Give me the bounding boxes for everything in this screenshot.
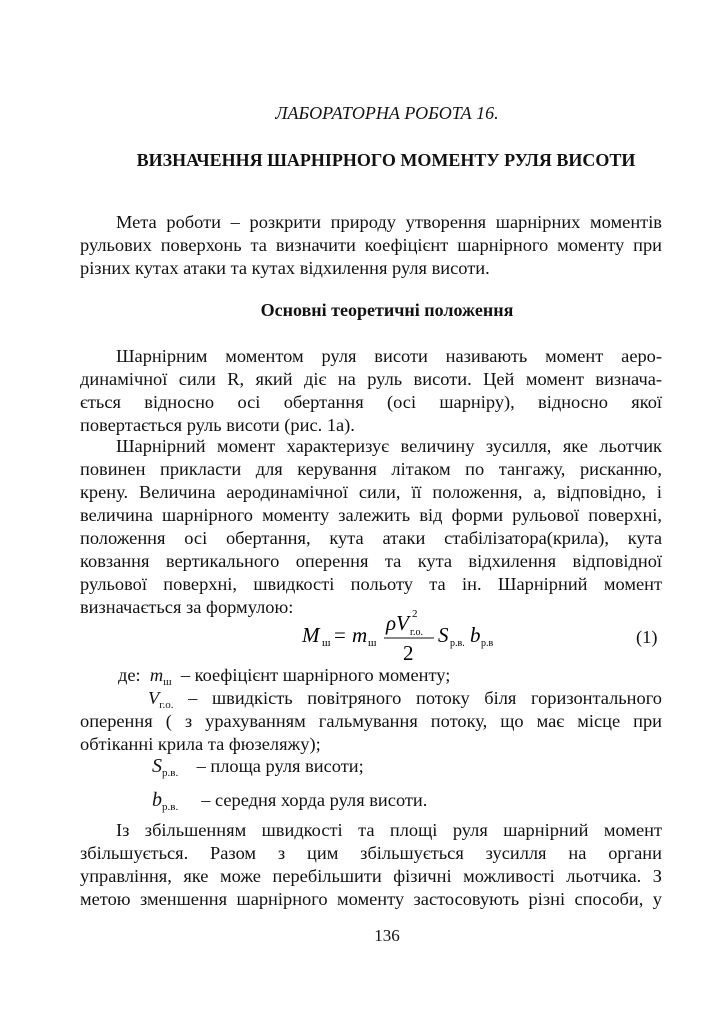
lab-title: ЛАБОРАТОРНА РОБОТА 16.	[275, 103, 499, 123]
paragraph-line: оперення ( з урахуванням гальмування потоку, що має місце при	[80, 711, 662, 731]
v-symbol: V	[148, 688, 160, 708]
paragraph-line: рульової поверхні, швидкості польоту та ін. Шарнірний момент	[80, 574, 662, 594]
paragraph-line: положення осі обертання, кута атаки стабілізатора(крила), кута	[80, 528, 662, 548]
formula-area: S	[438, 623, 449, 647]
hinge-moment-formula	[300, 606, 510, 666]
goal-line: Мета роботи – розкрити природу утворення шарнірних моментів	[116, 212, 662, 232]
s-description: – площа руля висоти;	[196, 756, 364, 776]
paragraph-line: метою зменшення шарнірного моменту застосовують різні способи, у	[80, 889, 662, 909]
theory-paragraph-1	[80, 345, 662, 437]
paragraph-line: управління, яке може перебільшити фізичні можливості льотчика. З	[80, 866, 662, 886]
goal-line: рульових поверхонь та визначити коефіцієнт шарнірного моменту при	[80, 235, 662, 255]
b-subscript: р.в.	[162, 801, 179, 813]
formula-numerator-sup: 2	[412, 608, 418, 620]
paragraph-line: повинен прикласти для керування літаком по тангажу, рисканню,	[80, 459, 662, 479]
formula-lhs-sub: ш	[322, 637, 331, 649]
b-description: – середня хорда руля висоти.	[201, 790, 428, 810]
formula-chord-sub: р.в	[481, 638, 494, 649]
formula-area-sub: р.в.	[450, 638, 465, 649]
definition-b	[152, 789, 427, 819]
paragraph-line: ється відносно осі обертання (осі шарніру), відносно якої	[80, 392, 662, 412]
paragraph-line: повертається руль висоти (рис. 1а).	[80, 415, 355, 435]
theory-paragraph-2	[80, 435, 662, 619]
m-symbol: m	[149, 665, 164, 685]
paragraph-line: збільшується. Разом з цим збільшується зусилля на органи	[80, 843, 662, 863]
paragraph-line: величина шарнірного моменту залежить від форми рульової поверхні,	[80, 505, 662, 525]
m-subscript: ш	[163, 676, 172, 688]
formula-chord: b	[470, 623, 481, 647]
paragraph-line: Із збільшенням швидкості та площі руля шарнірний момент	[116, 820, 662, 840]
paragraph-line: ковзання вертикального оперення та кута відхилення відповідної	[80, 551, 662, 571]
paragraph-line: Шарнірним моментом руля висоти називають момент аеро-	[116, 346, 662, 366]
paragraph-line: Шарнірний момент характеризує величину зусилля, яке льотчик	[116, 436, 662, 456]
goal-paragraph	[80, 211, 662, 280]
formula-number: (1)	[636, 627, 658, 647]
m-description: – коефіцієнт шарнірного моменту;	[180, 665, 451, 685]
theory-paragraph-3	[80, 819, 662, 911]
main-title: ВИЗНАЧЕННЯ ШАРНІРНОГО МОМЕНТУ РУЛЯ ВИСОТИ	[136, 150, 636, 170]
formula-coef-sub: ш	[368, 637, 377, 649]
formula-lhs: M	[302, 623, 320, 647]
formula-numerator-sub: г.о.	[410, 627, 423, 638]
paragraph-line: динамічної сили R, який діє на руль висоти. Цей момент визнача-	[80, 369, 662, 389]
paragraph-line: визначається за формулою:	[80, 597, 294, 617]
v-subscript: г.о.	[159, 699, 174, 711]
formula-numerator: ρV	[386, 611, 409, 635]
b-symbol: b	[152, 789, 162, 811]
goal-line: різних кутах атаки та кутах відхилення руля висоти.	[80, 258, 490, 278]
definition-s	[152, 755, 364, 785]
v-description: – швидкість повітряного потоку біля горизонтального	[188, 688, 662, 708]
section-title: Основні теоретичні положення	[260, 300, 514, 320]
where-label: де:	[118, 665, 141, 685]
paragraph-line: крену. Величина аеродинамічної сили, її положення, а, відповідно, і	[80, 482, 662, 502]
formula-equals: =	[334, 623, 346, 647]
definition-v-continued	[80, 710, 662, 756]
s-subscript: р.в.	[162, 767, 179, 779]
formula-coef: m	[352, 623, 368, 647]
formula-denominator: 2	[403, 641, 414, 665]
paragraph-line: обтіканні крила та фюзеляжу);	[80, 734, 321, 754]
s-symbol: S	[152, 755, 162, 777]
page-number: 136	[374, 926, 400, 945]
